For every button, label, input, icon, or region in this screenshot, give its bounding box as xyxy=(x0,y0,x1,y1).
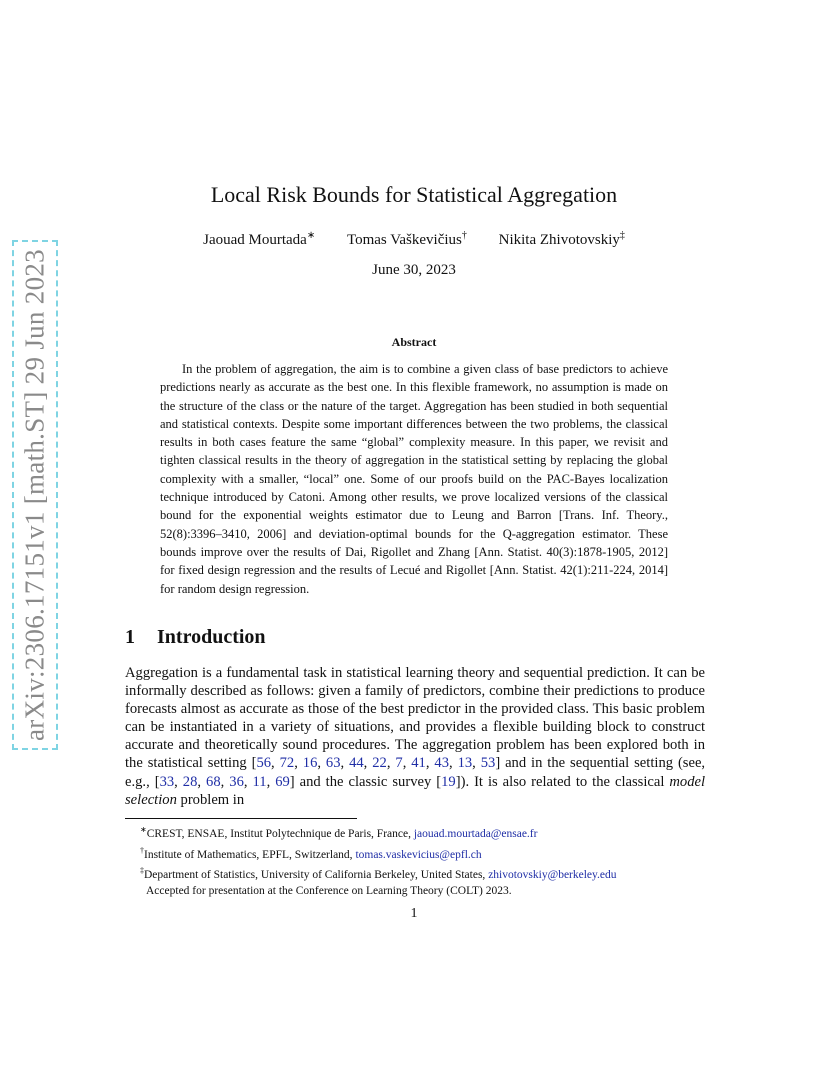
paper-title: Local Risk Bounds for Statistical Aggregation xyxy=(210,182,618,207)
section-number: 1 xyxy=(125,626,135,648)
footnote-mark: ∗ xyxy=(140,825,147,834)
email-link[interactable]: tomas.vaskevicius@epfl.ch xyxy=(355,848,482,861)
intro-text: ] and the classic survey [ xyxy=(289,773,442,790)
footnotes xyxy=(140,822,740,900)
intro-text: Aggregation is a fundamental task in statistical learning theory and sequential prediction. It can be informally described as follows: given a family of predictors, combine their predictions to produce forecasts almost as accurate as those of the best predictor in the provided class. This basic problem can be instantiated in a variety of situations, and provides a flexible building block to construct accurate and theoretically sound procedures. The aggregation problem has been explored both in the statistical setting [ xyxy=(125,665,705,772)
citation-link[interactable]: 69 xyxy=(275,773,290,790)
arxiv-identifier: arXiv:2306.17151v1 [math.ST] 29 Jun 2023 xyxy=(19,249,50,741)
author-mark: ∗ xyxy=(306,230,316,241)
footnote-text: Institute of Mathematics, EPFL, Switzerland, xyxy=(144,848,356,861)
citation-link[interactable]: 53 xyxy=(480,755,496,772)
footnote xyxy=(140,843,740,864)
citation-link[interactable]: 7 xyxy=(395,755,403,772)
citation-link[interactable]: 56 xyxy=(256,755,272,772)
citation-link[interactable]: 41 xyxy=(411,755,426,772)
citation-link[interactable]: 72 xyxy=(279,755,295,772)
author-2 xyxy=(347,232,467,248)
abstract-heading: Abstract xyxy=(391,335,437,349)
citation-link[interactable]: 43 xyxy=(434,755,449,772)
citation-link[interactable]: 19 xyxy=(441,773,456,790)
citation-link[interactable]: 11 xyxy=(252,773,267,790)
intro-paragraph: Aggregation is a fundamental task in statistical learning theory and sequential prediction. It can be informally described as follows: given a family of predictors, combine their predictions to produce forecasts almost as accurate as those of the best predictor in the provided class. This basic problem can be instantiated in a variety of situations, and provides a flexible building block to construct accurate and theoretically sound procedures. The aggregation problem has been explored both in the statistical setting [56, 72, 16, 63, 44, 22, 7, 41, 43, 13, 53] and in the sequential setting (see, e.g., [33, 28, 68, 36, 11, 69] and the classic survey [19]). It is also related to the classical model selection problem in xyxy=(125,665,706,808)
abstract-text: In the problem of aggregation, the aim is to combine a given class of base predictors to achieve predictions nearly as accurate as the best one. In this flexible framework, no assumption is made on the structure of the class or the nature of the target. Aggregation has been studied in both sequential and statistical contexts. Despite some important differences between the two problems, the classical results in both cases feature the same “global” complexity measure. In this paper, we revisit and tighten classical results in the theory of aggregation in the statistical setting by replacing the global complexity with a smaller, “local” one. Some of our proofs build on the PAC-Bayes localization technique introduced by Catoni. Among other results, we prove localized versions of the classical bound for the exponential weights estimator due to Leung and Barron [Trans. Inf. Theory., 52(8):3396–3410, 2006] and deviation-optimal bounds for the Q-aggregation estimator. These bounds improve over the results of Dai, Rigollet and Zhang [Ann. Statist. 40(3):1878-1905, 2012] for fixed design regression and the results of Lecué and Rigollet [Ann. Statist. 42(1):211-224, 2014] for random design regression. xyxy=(160,362,668,596)
footnote-divider xyxy=(125,818,357,819)
intro-text: ] and in the sequential setting (see, e.g., [ xyxy=(125,755,706,790)
arxiv-stamp xyxy=(12,240,58,750)
section-title: Introduction xyxy=(157,626,266,648)
footnote xyxy=(140,884,740,900)
author-mark: ‡ xyxy=(619,230,625,241)
citation-link[interactable]: 36 xyxy=(229,773,244,790)
footnote xyxy=(140,822,740,843)
citation-link[interactable]: 28 xyxy=(182,773,198,790)
page-number: 1 xyxy=(410,906,418,921)
author-name: Nikita Zhivotovskiy xyxy=(498,232,620,248)
citation-link[interactable]: 16 xyxy=(302,755,318,772)
citation-link[interactable]: 33 xyxy=(159,773,175,790)
footnote xyxy=(140,863,740,884)
footnote-text: Accepted for presentation at the Conference on Learning Theory (COLT) 2023. xyxy=(146,884,512,897)
citation-link[interactable]: 13 xyxy=(457,755,473,772)
footnote-mark: † xyxy=(140,845,144,855)
footnote-mark: ‡ xyxy=(140,866,144,876)
footnote-text: CREST, ENSAE, Institut Polytechnique de Paris, France, xyxy=(146,827,414,840)
citation-link[interactable]: 44 xyxy=(349,755,364,772)
section-heading xyxy=(125,626,266,649)
author-1 xyxy=(203,232,315,248)
intro-text: problem in xyxy=(176,791,245,808)
citation-link[interactable]: 68 xyxy=(206,773,221,790)
citation-link[interactable]: 63 xyxy=(325,755,341,772)
paper-date: June 30, 2023 xyxy=(372,262,456,278)
intro-text: ]). It is also related to the classical xyxy=(455,773,670,790)
footnote-text: Department of Statistics, University of California Berkeley, United States, xyxy=(144,869,489,882)
author-mark: † xyxy=(461,230,467,241)
author-list xyxy=(0,230,828,249)
email-link[interactable]: jaouad.mourtada@ensae.fr xyxy=(413,827,538,840)
emphasis-text: model selection xyxy=(125,773,706,808)
email-link[interactable]: zhivotovskiy@berkeley.edu xyxy=(488,869,617,882)
author-name: Tomas Vaškevičius xyxy=(346,232,462,248)
citation-link[interactable]: 22 xyxy=(372,755,387,772)
author-name: Jaouad Mourtada xyxy=(203,232,307,248)
author-3 xyxy=(499,232,625,248)
